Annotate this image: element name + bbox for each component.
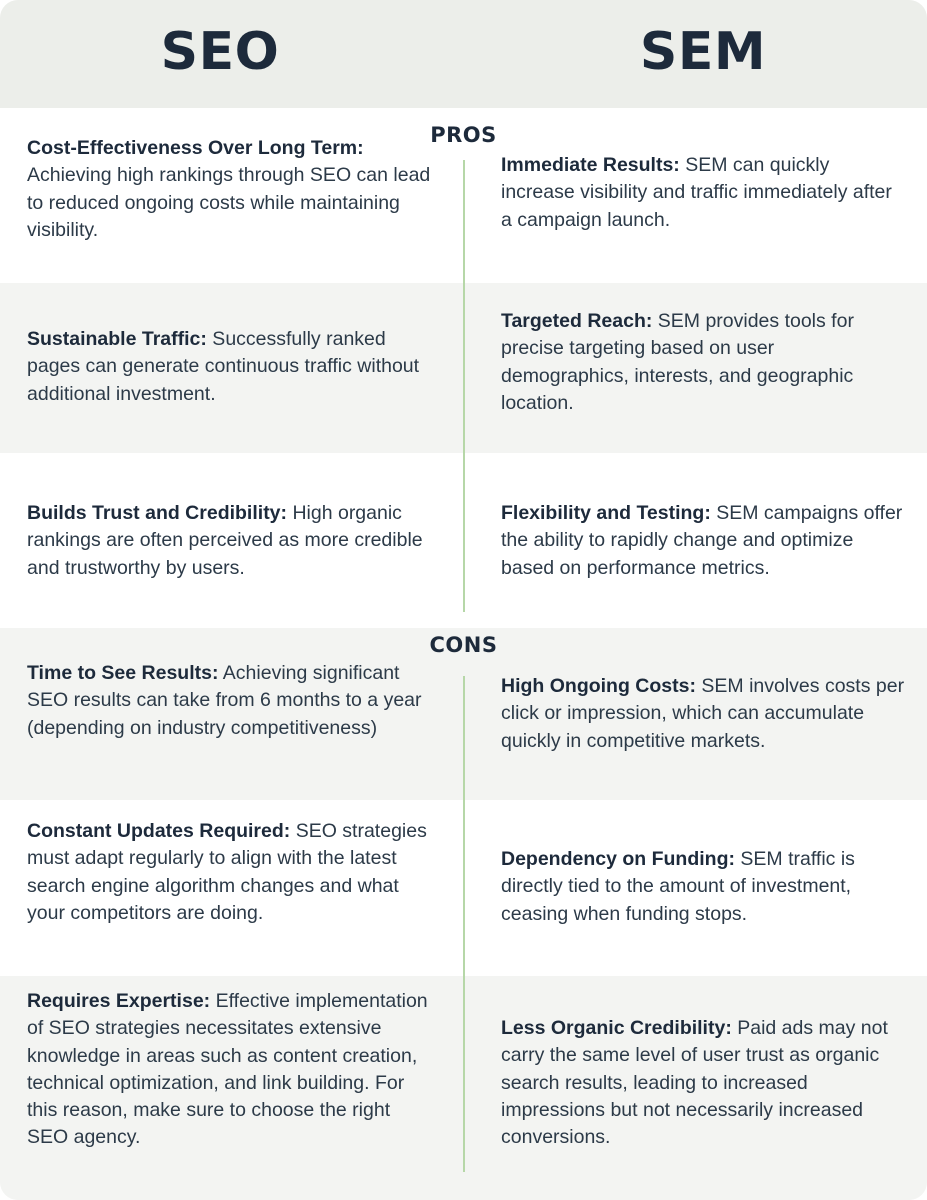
cons-label: CONS (429, 633, 498, 657)
cell-text: Effective implementation of SEO strategies necessitates extensive knowledge in areas such as content creation, technical optimization, and link building. For this reason, make sure to choose the right SEO agency. (27, 990, 428, 1149)
seo-pro-sustainable-traffic (27, 326, 432, 408)
cell-text: Achieving high rankings through SEO can lead to reduced ongoing costs while maintaining visibility. (27, 164, 431, 241)
cell-text: Paid ads may not carry the same level of user trust as organic search results, leading to increased impressions but not necessarily increased conversions. (501, 1017, 888, 1149)
cell-text: SEM provides tools for precise targeting based on user demographics, interests, and geographic location. (501, 310, 854, 414)
cell-text: SEM involves costs per click or impression, which can accumulate quickly in competitive markets. (501, 675, 905, 752)
cell-title: Cost-Effectiveness Over Long Term: (27, 137, 364, 159)
sem-pro-immediate-results (501, 152, 906, 234)
cell-title: Builds Trust and Credibility: (27, 502, 288, 524)
cell-title: Less Organic Credibility: (501, 1017, 732, 1039)
seo-pro-trust-credibility (27, 500, 432, 582)
pros-divider (463, 160, 465, 612)
cell-title: Flexibility and Testing: (501, 502, 711, 524)
cell-text: Achieving significant SEO results can take from 6 months to a year (depending on industry competitiveness) (27, 662, 422, 739)
seo-con-time-to-results (27, 660, 437, 742)
cell-title: Sustainable Traffic: (27, 328, 207, 350)
cell-title: Requires Expertise: (27, 990, 211, 1012)
cell-title: Immediate Results: (501, 154, 680, 176)
cell-title: High Ongoing Costs: (501, 675, 696, 697)
seo-heading: SEO (160, 22, 280, 82)
seo-con-requires-expertise (27, 988, 432, 1152)
cons-divider (463, 676, 465, 1172)
cell-title: Targeted Reach: (501, 310, 653, 332)
comparison-header (0, 0, 927, 108)
sem-pro-targeted-reach (501, 308, 906, 417)
cell-text: SEM campaigns offer the ability to rapidly change and optimize based on performance metrics. (501, 502, 903, 579)
cell-title: Time to See Results: (27, 662, 219, 684)
sem-con-funding-dependency (501, 846, 906, 928)
cell-title: Dependency on Funding: (501, 848, 735, 870)
cell-text: SEM can quickly increase visibility and traffic immediately after a campaign launch. (501, 154, 892, 231)
sem-con-less-organic-credibility (501, 1015, 906, 1151)
sem-con-high-costs (501, 673, 906, 755)
sem-heading: SEM (639, 22, 767, 82)
cell-text: SEM traffic is directly tied to the amount of investment, ceasing when funding stops. (501, 848, 855, 925)
cell-title: Constant Updates Required: (27, 820, 291, 842)
cell-text: High organic rankings are often perceived as more credible and trustworthy by users. (27, 502, 423, 579)
cell-text: Successfully ranked pages can generate continuous traffic without additional investment. (27, 328, 420, 405)
seo-pro-cost-effectiveness (27, 135, 432, 244)
sem-pro-flexibility-testing (501, 500, 906, 582)
cell-text: SEO strategies must adapt regularly to align with the latest search engine algorithm changes and what your competitors are doing. (27, 820, 427, 924)
pros-label: PROS (430, 123, 497, 147)
seo-con-constant-updates (27, 818, 432, 927)
